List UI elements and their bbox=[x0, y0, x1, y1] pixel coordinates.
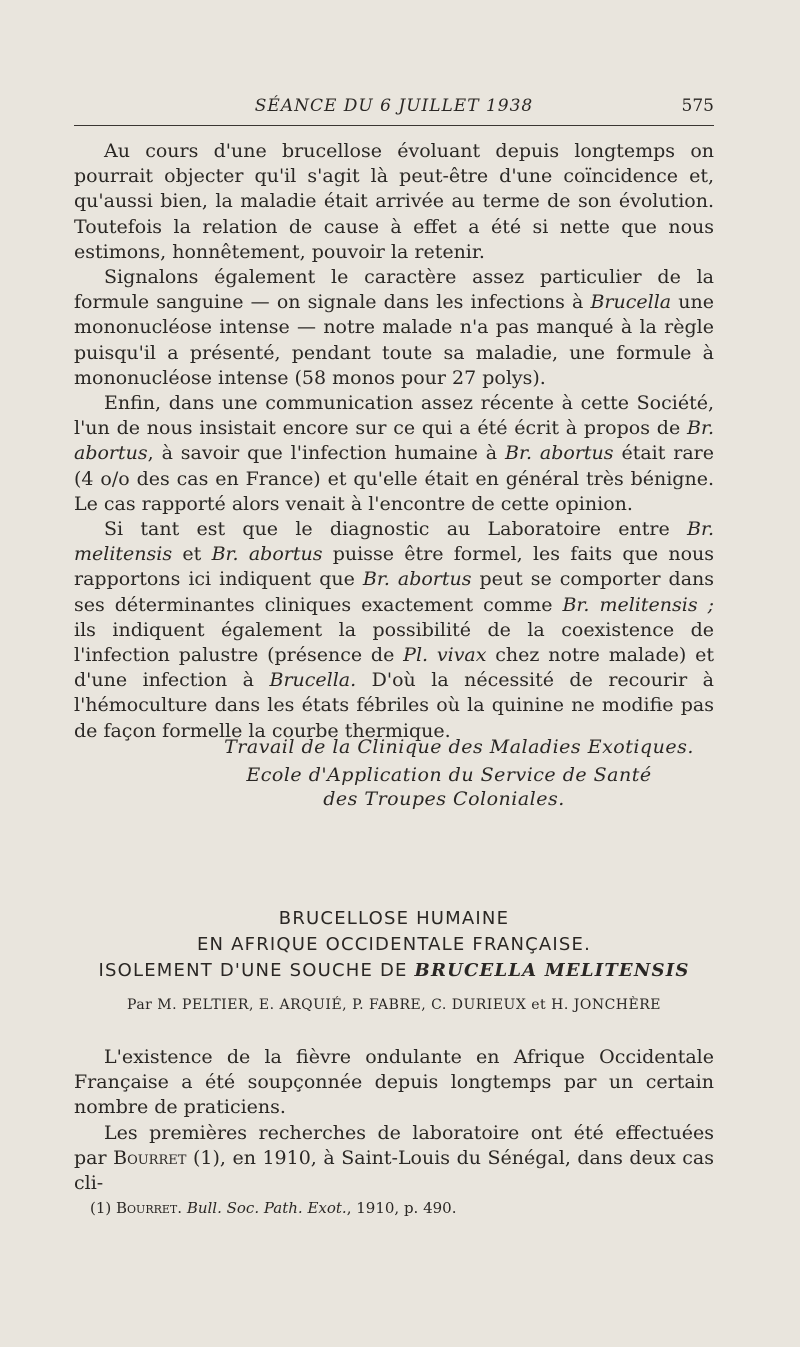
text-run: ils indiquent également la possibilité de la coexistence de l'infection palustre (présence de bbox=[74, 618, 714, 667]
text-run: D'où la nécessité de recourir à l'hémoculture dans les états fébriles où la quinine ne modifie pas de façon formelle la courbe thermique. bbox=[74, 669, 715, 742]
italic-text: Br. abortus bbox=[74, 417, 714, 465]
italic-text: Br. abortus bbox=[211, 543, 323, 566]
text-run: Signalons également le caractère assez particulier de la formule sanguine — on signale dans les infections à bbox=[74, 266, 714, 314]
text-run: , à savoir que l'infection humaine à bbox=[147, 442, 505, 465]
header-rule bbox=[74, 125, 714, 126]
paragraph bbox=[74, 139, 714, 265]
page-number: 575 bbox=[681, 96, 714, 116]
text-run: une mononucléose intense — notre malade n'a pas manqué à la règle puisqu'il a présenté, pendant toute sa maladie, une formule à mononucléose intense (58 monos pour 27 polys). bbox=[74, 291, 714, 389]
text-run: L'existence de la fièvre ondulante en Afrique Occidentale Française a été soupçonnée depuis longtemps par un certain nombre de praticiens. bbox=[74, 1046, 714, 1119]
text-run: puisse être formel, les faits que nous rapportons ici indiquent que bbox=[74, 543, 715, 591]
paragraph bbox=[74, 1045, 714, 1121]
italic-text: Br. abortus bbox=[505, 442, 614, 465]
italic-text: Br. melitensis bbox=[74, 518, 714, 566]
paragraph bbox=[74, 517, 714, 744]
smallcaps-text: Bourret bbox=[116, 1199, 178, 1217]
article-title bbox=[74, 906, 714, 984]
text-run: Au cours d'une brucellose évoluant depuis longtemps on pourrait objecter qu'il s'agit là peut-être d'une coïncidence et, qu'aussi bien, la maladie était arrivée au terme de son évolution. Toutefois la relation de cause à effet a été si nette que nous estimons, honnêtement, pouvoir la retenir. bbox=[74, 140, 714, 263]
body-text-previous-article bbox=[74, 139, 714, 744]
author-list: Par M. PELTIER, E. ARQUIÉ, P. FABRE, C. DURIEUX et H. JONCHÈRE bbox=[127, 997, 661, 1013]
text-run: (1), en 1910, à Saint-Louis du Sénégal, dans deux cas cli- bbox=[74, 1146, 714, 1195]
text-run: (1) bbox=[90, 1199, 117, 1217]
text-run: était rare (4 o/o des cas en France) et qu'elle était en général très bénigne. Le cas rapporté alors venait à l'encontre de cette opinion. bbox=[74, 442, 715, 515]
italic-text: Br. melitensis ; bbox=[562, 593, 714, 616]
italic-text: Br. abortus bbox=[362, 568, 472, 591]
italic-text: Pl. vivax bbox=[403, 644, 487, 667]
text-run: chez notre malade) et d'une infection à bbox=[74, 644, 714, 692]
text-run: et bbox=[172, 543, 212, 566]
text-run: Enfin, dans une communication assez récente à cette Société, l'un de nous insistait encore sur ce qui a été écrit à propos de bbox=[74, 392, 714, 440]
footnote bbox=[90, 1199, 710, 1217]
page-header bbox=[74, 96, 714, 122]
affiliation-line: des Troupes Coloniales. bbox=[323, 788, 565, 810]
text-run: peut se comporter dans ses déterminantes cliniques exactement comme bbox=[74, 568, 715, 616]
text-run: . bbox=[177, 1199, 187, 1217]
title-line: BRUCELLOSE HUMAINE bbox=[278, 908, 510, 929]
affiliation bbox=[74, 735, 714, 811]
affiliation-line: Travail de la Clinique des Maladies Exotiques. bbox=[224, 736, 694, 758]
title-line bbox=[74, 958, 714, 984]
paragraph bbox=[74, 391, 714, 517]
body-text-new-article bbox=[74, 1045, 714, 1196]
affiliation-line: Ecole d'Application du Service de Santé bbox=[246, 764, 652, 786]
text-run: , 1910, p. 490. bbox=[346, 1199, 457, 1217]
running-title: SÉANCE DU 6 JUILLET 1938 bbox=[254, 96, 534, 116]
title-line: EN AFRIQUE OCCIDENTALE FRANÇAISE. bbox=[196, 934, 592, 955]
title-genus: BRUCELLA MELITENSIS bbox=[414, 960, 690, 981]
italic-text: Brucella. bbox=[269, 669, 357, 692]
text-run: Les premières recherches de laboratoire ont été effectuées par bbox=[74, 1121, 714, 1169]
italic-text: Bull. Soc. Path. Exot. bbox=[186, 1199, 347, 1217]
title-prefix: ISOLEMENT D'UNE SOUCHE DE bbox=[98, 960, 415, 981]
italic-text: Brucella bbox=[590, 291, 672, 314]
text-run: Si tant est que le diagnostic au Laboratoire entre bbox=[104, 518, 687, 541]
paragraph bbox=[74, 265, 714, 391]
smallcaps-text: Bourret bbox=[113, 1146, 187, 1169]
paragraph bbox=[74, 1121, 714, 1197]
